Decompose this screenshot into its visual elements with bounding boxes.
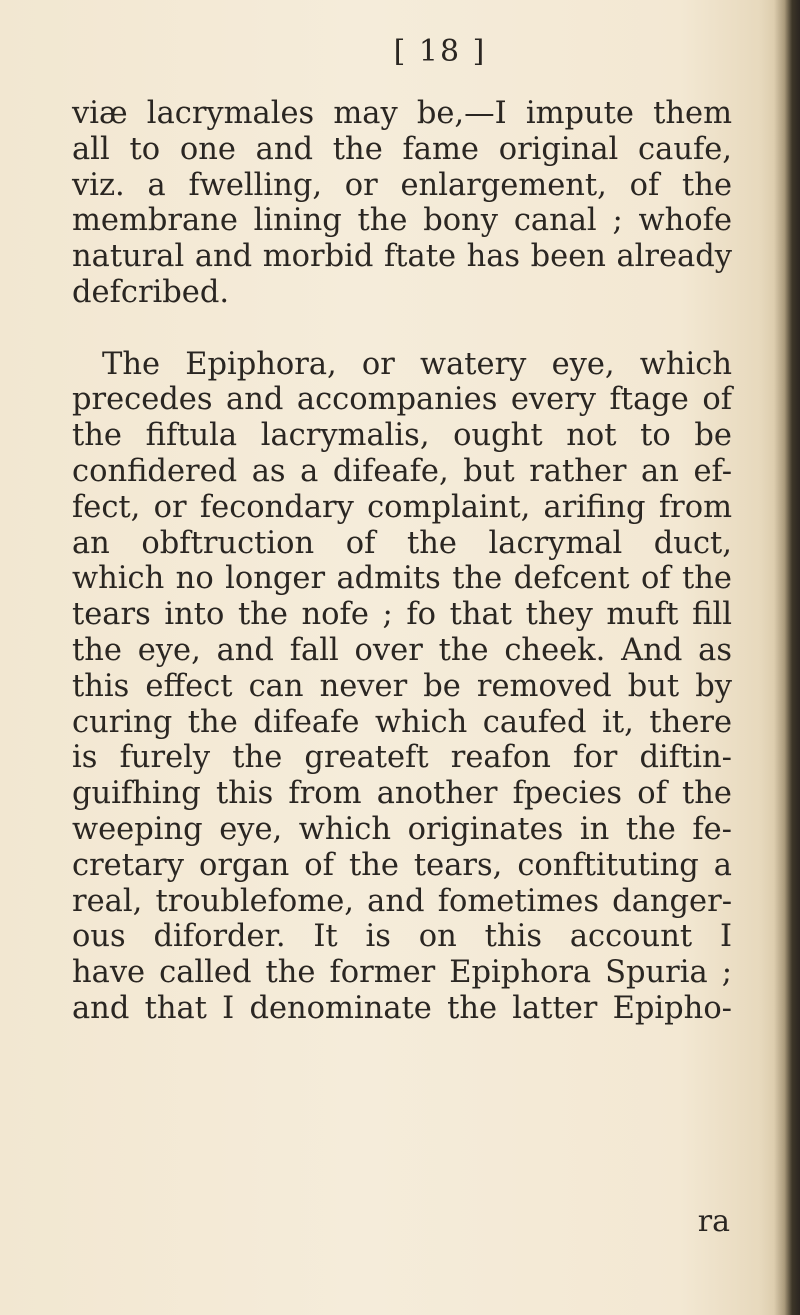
text-line: real, troublefome, and fometimes danger- (72, 883, 732, 919)
text-line: curing the difeafe which caufed it, there (72, 704, 732, 740)
text-line: The Epiphora, or watery eye, which (102, 346, 732, 382)
text-line: weeping eye, which originates in the fe- (72, 811, 732, 847)
paragraph-gap (72, 311, 732, 347)
text-line: membrane lining the bony canal ; whofe (72, 203, 732, 239)
text-line: defcribed. (72, 274, 230, 310)
text-line: have called the former Epiphora Spuria ; (72, 955, 732, 991)
text-line: the fiftula lacrymalis, ought not to be (72, 418, 732, 454)
text-line: and that I denominate the latter Epipho- (72, 990, 732, 1026)
text-line: natural and morbid ftate has been already (72, 239, 732, 275)
text-line: tears into the nofe ; fo that they muft fill (72, 597, 732, 633)
text-line: all to one and the fame original caufe, (72, 131, 732, 167)
text-line: viz. a fwelling, or enlargement, of the (72, 167, 732, 203)
text-line: ous diforder. It is on this account I (72, 919, 732, 955)
text-line: is furely the greateft reafon for diftin- (72, 740, 732, 776)
text-line: which no longer admits the defcent of the (72, 561, 732, 597)
text-line: confidered as a difeafe, but rather an ef- (72, 453, 732, 489)
text-line: precedes and accompanies every ftage of (72, 382, 732, 418)
text-line: guifhing this from another fpecies of the (72, 776, 732, 812)
text-line: viæ lacrymales may be,—I impute them (72, 96, 732, 131)
text-line: fect, or fecondary complaint, arifing from (72, 489, 732, 525)
page-number: [ 18 ] (393, 34, 487, 69)
body-text (72, 96, 732, 1027)
text-line: this effect can never be removed but by (72, 668, 732, 704)
text-line: cretary organ of the tears, conftituting a (72, 847, 732, 883)
text-line: an obftruction of the lacrymal duct, (72, 525, 732, 561)
catchword: ra (697, 1204, 730, 1239)
text-line: the eye, and fall over the cheek. And as (72, 632, 732, 668)
page-binding-edge (774, 0, 800, 1315)
